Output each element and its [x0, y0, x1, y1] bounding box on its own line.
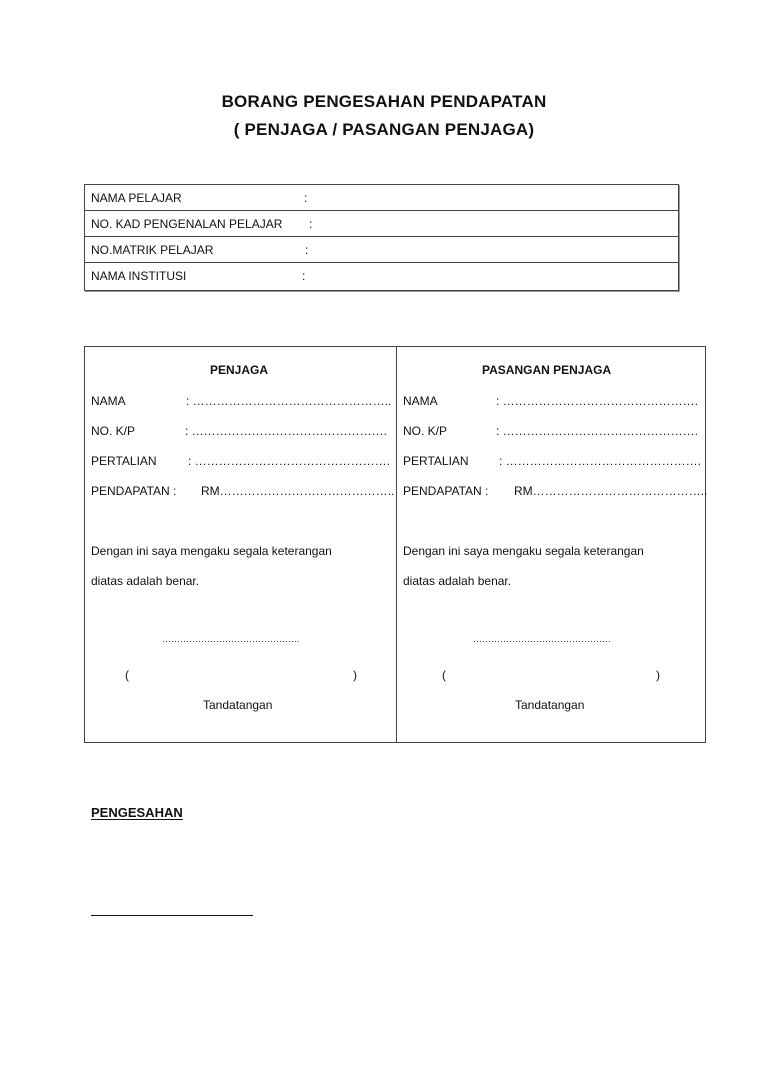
spouse-income-label: PENDAPATAN :	[403, 484, 489, 498]
spouse-signature-label: Tandatangan	[515, 698, 585, 712]
spouse-declaration-line1: Dengan ini saya mengaku segala keterangan	[403, 544, 644, 558]
spouse-income-field[interactable]: RM……………………………………..	[514, 484, 708, 498]
spouse-paren-open: (	[442, 668, 446, 682]
info-label: NAMA INSTITUSI	[91, 269, 187, 283]
info-label: NO.MATRIK PELAJAR	[91, 243, 214, 257]
guardian-heading: PENJAGA	[210, 363, 269, 377]
spouse-heading: PASANGAN PENJAGA	[482, 363, 612, 377]
guardian-signature-label: Tandatangan	[203, 698, 273, 712]
guardian-column	[85, 347, 395, 742]
spouse-name-field[interactable]: : ………………………………………….	[496, 394, 699, 408]
info-colon: :	[305, 243, 309, 257]
form-subtitle: ( PENJAGA / PASANGAN PENJAGA)	[233, 120, 535, 139]
info-colon: :	[302, 269, 306, 283]
guardian-paren-open: (	[125, 668, 129, 682]
info-label: NO. KAD PENGENALAN PELAJAR	[91, 217, 283, 231]
info-row-institution[interactable]	[85, 263, 678, 290]
info-colon: :	[309, 217, 313, 231]
info-row-student-ic[interactable]	[85, 211, 678, 237]
spouse-name-label: NAMA	[403, 394, 438, 408]
form-title: BORANG PENGESAHAN PENDAPATAN	[221, 92, 547, 111]
guardian-relation-field[interactable]: : ………………………………………….	[188, 454, 391, 468]
info-colon: :	[304, 191, 308, 205]
guardian-name-label: NAMA	[91, 394, 126, 408]
guardian-relation-label: PERTALIAN	[91, 454, 157, 468]
guardian-name-field[interactable]: : …………………………………………..	[186, 394, 392, 408]
guardian-ic-field[interactable]: : ………………………………………….	[185, 424, 388, 438]
guardian-declaration-line1: Dengan ini saya mengaku segala keterangan	[91, 544, 332, 558]
guardian-declaration-line2: diatas adalah benar.	[91, 574, 200, 588]
info-row-matric[interactable]	[85, 237, 678, 263]
guardian-income-field[interactable]: RM……………………………………..	[201, 484, 395, 498]
spouse-paren-close: )	[656, 668, 660, 682]
spouse-column	[397, 347, 707, 742]
guardian-ic-label: NO. K/P	[91, 424, 136, 438]
spouse-signature-line[interactable]: ……………………………………….	[473, 634, 611, 644]
spouse-ic-label: NO. K/P	[403, 424, 448, 438]
approval-heading: PENGESAHAN	[91, 805, 183, 820]
spouse-ic-field[interactable]: : ………………………………………….	[496, 424, 699, 438]
approval-signature-line[interactable]	[91, 915, 253, 916]
spouse-relation-label: PERTALIAN	[403, 454, 469, 468]
info-row-student-name[interactable]	[85, 185, 678, 211]
guardian-income-label: PENDAPATAN :	[91, 484, 177, 498]
guardian-table	[84, 346, 706, 743]
guardian-paren-close: )	[353, 668, 357, 682]
student-info-table	[84, 184, 679, 291]
guardian-signature-line[interactable]: ……………………………………….	[162, 634, 300, 644]
spouse-relation-field[interactable]: : ………………………………………….	[499, 454, 702, 468]
info-label: NAMA PELAJAR	[91, 191, 182, 205]
spouse-declaration-line2: diatas adalah benar.	[403, 574, 512, 588]
